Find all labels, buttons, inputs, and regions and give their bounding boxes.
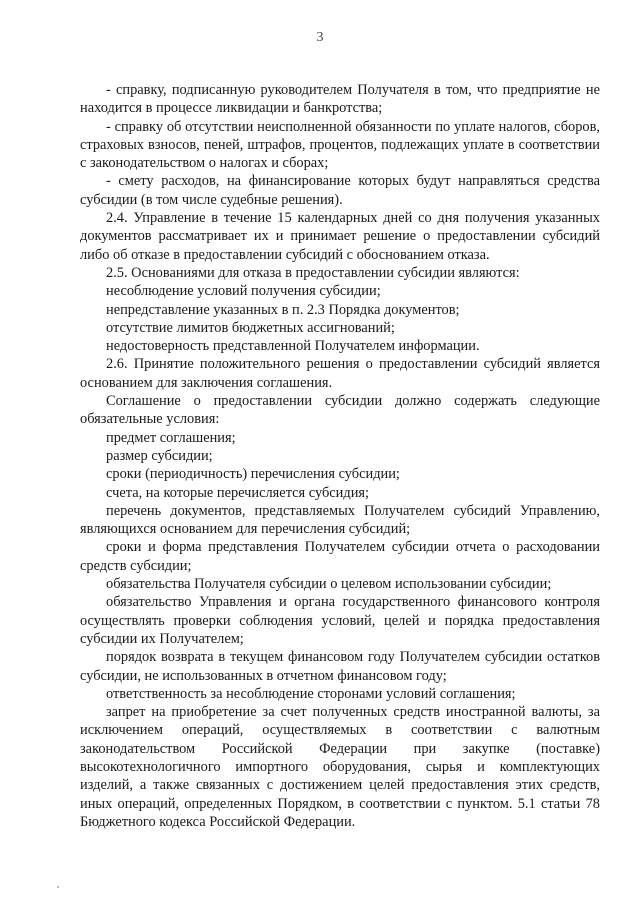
list-item-condition-3: сроки (периодичность) перечисления субсидии; bbox=[106, 466, 400, 483]
list-item-condition-8: обязательство Управления и органа государственного финансового контроля осуществлять проверки соблюдения условий, целей и порядка предоставления субсидии их Получателем; bbox=[80, 594, 600, 647]
page-number: 3 bbox=[316, 30, 324, 45]
paragraph-2-4: 2.4. Управление в течение 15 календарных дней со дня получения указанных документов рассматривает их и принимает решение о предоставлении субсидий либо об отказе в предоставлении субсидий с обоснованием отказа. bbox=[80, 210, 600, 263]
paragraph-2-5: 2.5. Основаниями для отказа в предоставлении субсидии являются: bbox=[106, 264, 520, 281]
list-item-condition-4: счета, на которые перечисляется субсидия; bbox=[106, 484, 370, 501]
list-item-refusal-2: непредставление указанных в п. 2.3 Порядка документов; bbox=[106, 301, 460, 318]
paragraph-cost-estimate: - смету расходов, на финансирование которых будут направляться средства субсидии (в том числе судебные решения). bbox=[80, 173, 600, 208]
list-item-condition-6: сроки и форма представления Получателем субсидии отчета о расходовании средств субсидии; bbox=[80, 539, 600, 574]
list-item-condition-2: размер субсидии; bbox=[106, 447, 213, 464]
scan-speck bbox=[57, 886, 59, 888]
paragraph-certificate-liquidation: - справку, подписанную руководителем Получателя в том, что предприятие не находится в процессе ликвидации и банкротства; bbox=[80, 82, 600, 117]
paragraph-2-6: 2.6. Принятие положительного решения о предоставлении субсидий является основанием для заключения соглашения. bbox=[80, 356, 600, 391]
paragraph-agreement-intro: Соглашение о предоставлении субсидии должно содержать следующие обязательные условия: bbox=[80, 393, 600, 428]
list-item-condition-1: предмет соглашения; bbox=[106, 429, 236, 446]
list-item-refusal-3: отсутствие лимитов бюджетных ассигнований; bbox=[106, 319, 395, 336]
list-item-condition-9: порядок возврата в текущем финансовом году Получателем субсидии остатков субсидии, не использованных в отчетном финансовом году; bbox=[80, 649, 600, 684]
document-body bbox=[80, 81, 600, 831]
list-item-condition-5: перечень документов, представляемых Получателем субсидий Управлению, являющихся основанием для перечисления субсидий; bbox=[80, 502, 600, 538]
list-item-condition-7: обязательства Получателя субсидии о целевом использовании субсидии; bbox=[106, 576, 552, 593]
list-item-refusal-1: несоблюдение условий получения субсидии; bbox=[106, 283, 381, 300]
list-item-condition-10: ответственность за несоблюдение сторонами условий соглашения; bbox=[106, 685, 516, 702]
paragraph-certificate-taxes: - справку об отсутствии неисполненной обязанности по уплате налогов, сборов, страховых взносов, пеней, штрафов, процентов, подлежащих уплате в соответствии с законодательством о налогах и сборах; bbox=[80, 118, 600, 172]
list-item-condition-11: запрет на приобретение за счет полученных средств иностранной валюты, за исключением операций, осуществляемых в соответствии с валютным законодательством Российской Федерации при закупке (поставке) высокотехнологичного импортного оборудования, сырья и комплектующих изделий, а также связанных с достижением целей предоставления этих средств, иных операций, определенных Порядком, в соответствии с пунктом. 5.1 статьи 78 Бюджетного кодекса Российской Федерации. bbox=[80, 704, 600, 830]
list-item-refusal-4: недостоверность представленной Получателем информации. bbox=[106, 338, 480, 355]
